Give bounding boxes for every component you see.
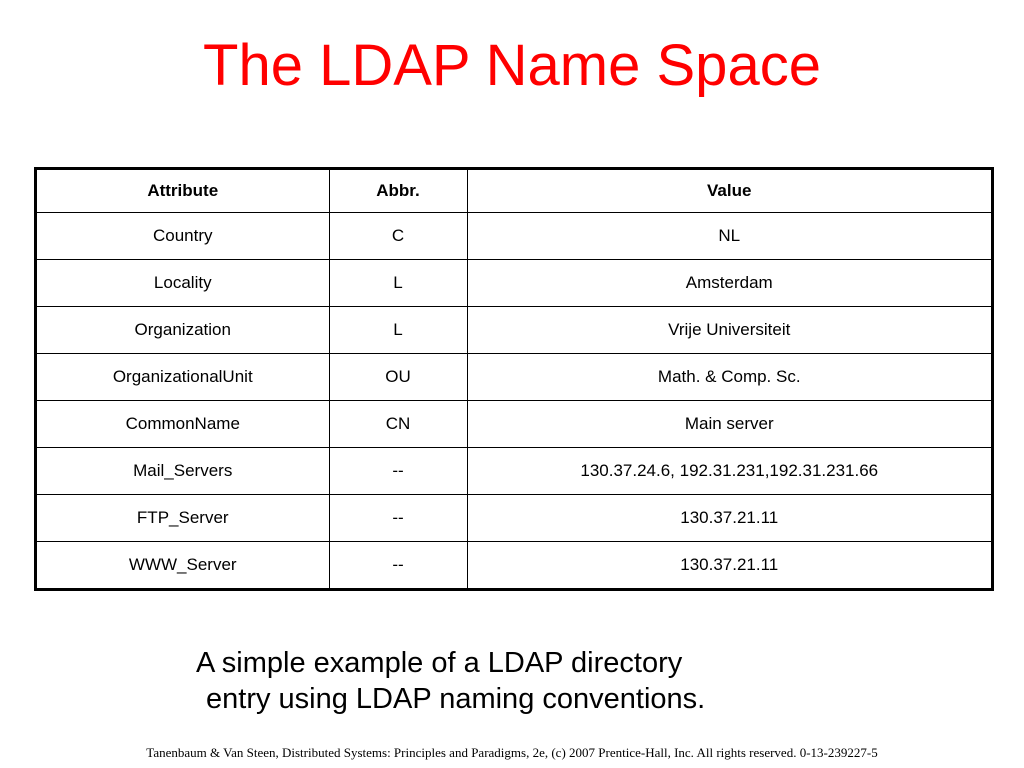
cell-abbr: OU [329, 354, 467, 401]
cell-value: 130.37.21.11 [467, 542, 991, 589]
cell-abbr: -- [329, 542, 467, 589]
cell-abbr: -- [329, 448, 467, 495]
cell-abbr: L [329, 307, 467, 354]
slide-title: The LDAP Name Space [203, 33, 821, 98]
ldap-table-container [34, 167, 994, 591]
cell-value: Amsterdam [467, 260, 991, 307]
cell-abbr: -- [329, 495, 467, 542]
cell-attribute: Country [37, 213, 329, 260]
slide-caption [0, 645, 1024, 717]
cell-attribute: OrganizationalUnit [37, 354, 329, 401]
cell-abbr: L [329, 260, 467, 307]
table-row [37, 354, 991, 401]
cell-attribute: CommonName [37, 401, 329, 448]
cell-value: Math. & Comp. Sc. [467, 354, 991, 401]
header-attribute: Attribute [37, 170, 329, 213]
cell-value: 130.37.24.6, 192.31.231,192.31.231.66 [467, 448, 991, 495]
table-row [37, 448, 991, 495]
cell-abbr: CN [329, 401, 467, 448]
cell-attribute: FTP_Server [37, 495, 329, 542]
copyright-footer: Tanenbaum & Van Steen, Distributed Systems: Principles and Paradigms, 2e, (c) 2007 Prentice-Hall, Inc. All rights reserved. 0-13-239227-5 [146, 745, 878, 760]
table-row [37, 307, 991, 354]
ldap-attribute-table [37, 170, 991, 588]
cell-attribute: Locality [37, 260, 329, 307]
cell-value: Main server [467, 401, 991, 448]
header-value: Value [467, 170, 991, 213]
table-row [37, 495, 991, 542]
table-row [37, 260, 991, 307]
cell-abbr: C [329, 213, 467, 260]
caption-line-2: entry using LDAP naming conventions. [206, 683, 706, 715]
cell-attribute: Organization [37, 307, 329, 354]
table-row [37, 542, 991, 589]
table-header-row [37, 170, 991, 213]
caption-line-1: A simple example of a LDAP directory [196, 647, 683, 679]
cell-value: Vrije Universiteit [467, 307, 991, 354]
cell-value: NL [467, 213, 991, 260]
cell-attribute: Mail_Servers [37, 448, 329, 495]
table-row [37, 401, 991, 448]
cell-attribute: WWW_Server [37, 542, 329, 589]
table-row [37, 213, 991, 260]
cell-value: 130.37.21.11 [467, 495, 991, 542]
header-abbr: Abbr. [329, 170, 467, 213]
